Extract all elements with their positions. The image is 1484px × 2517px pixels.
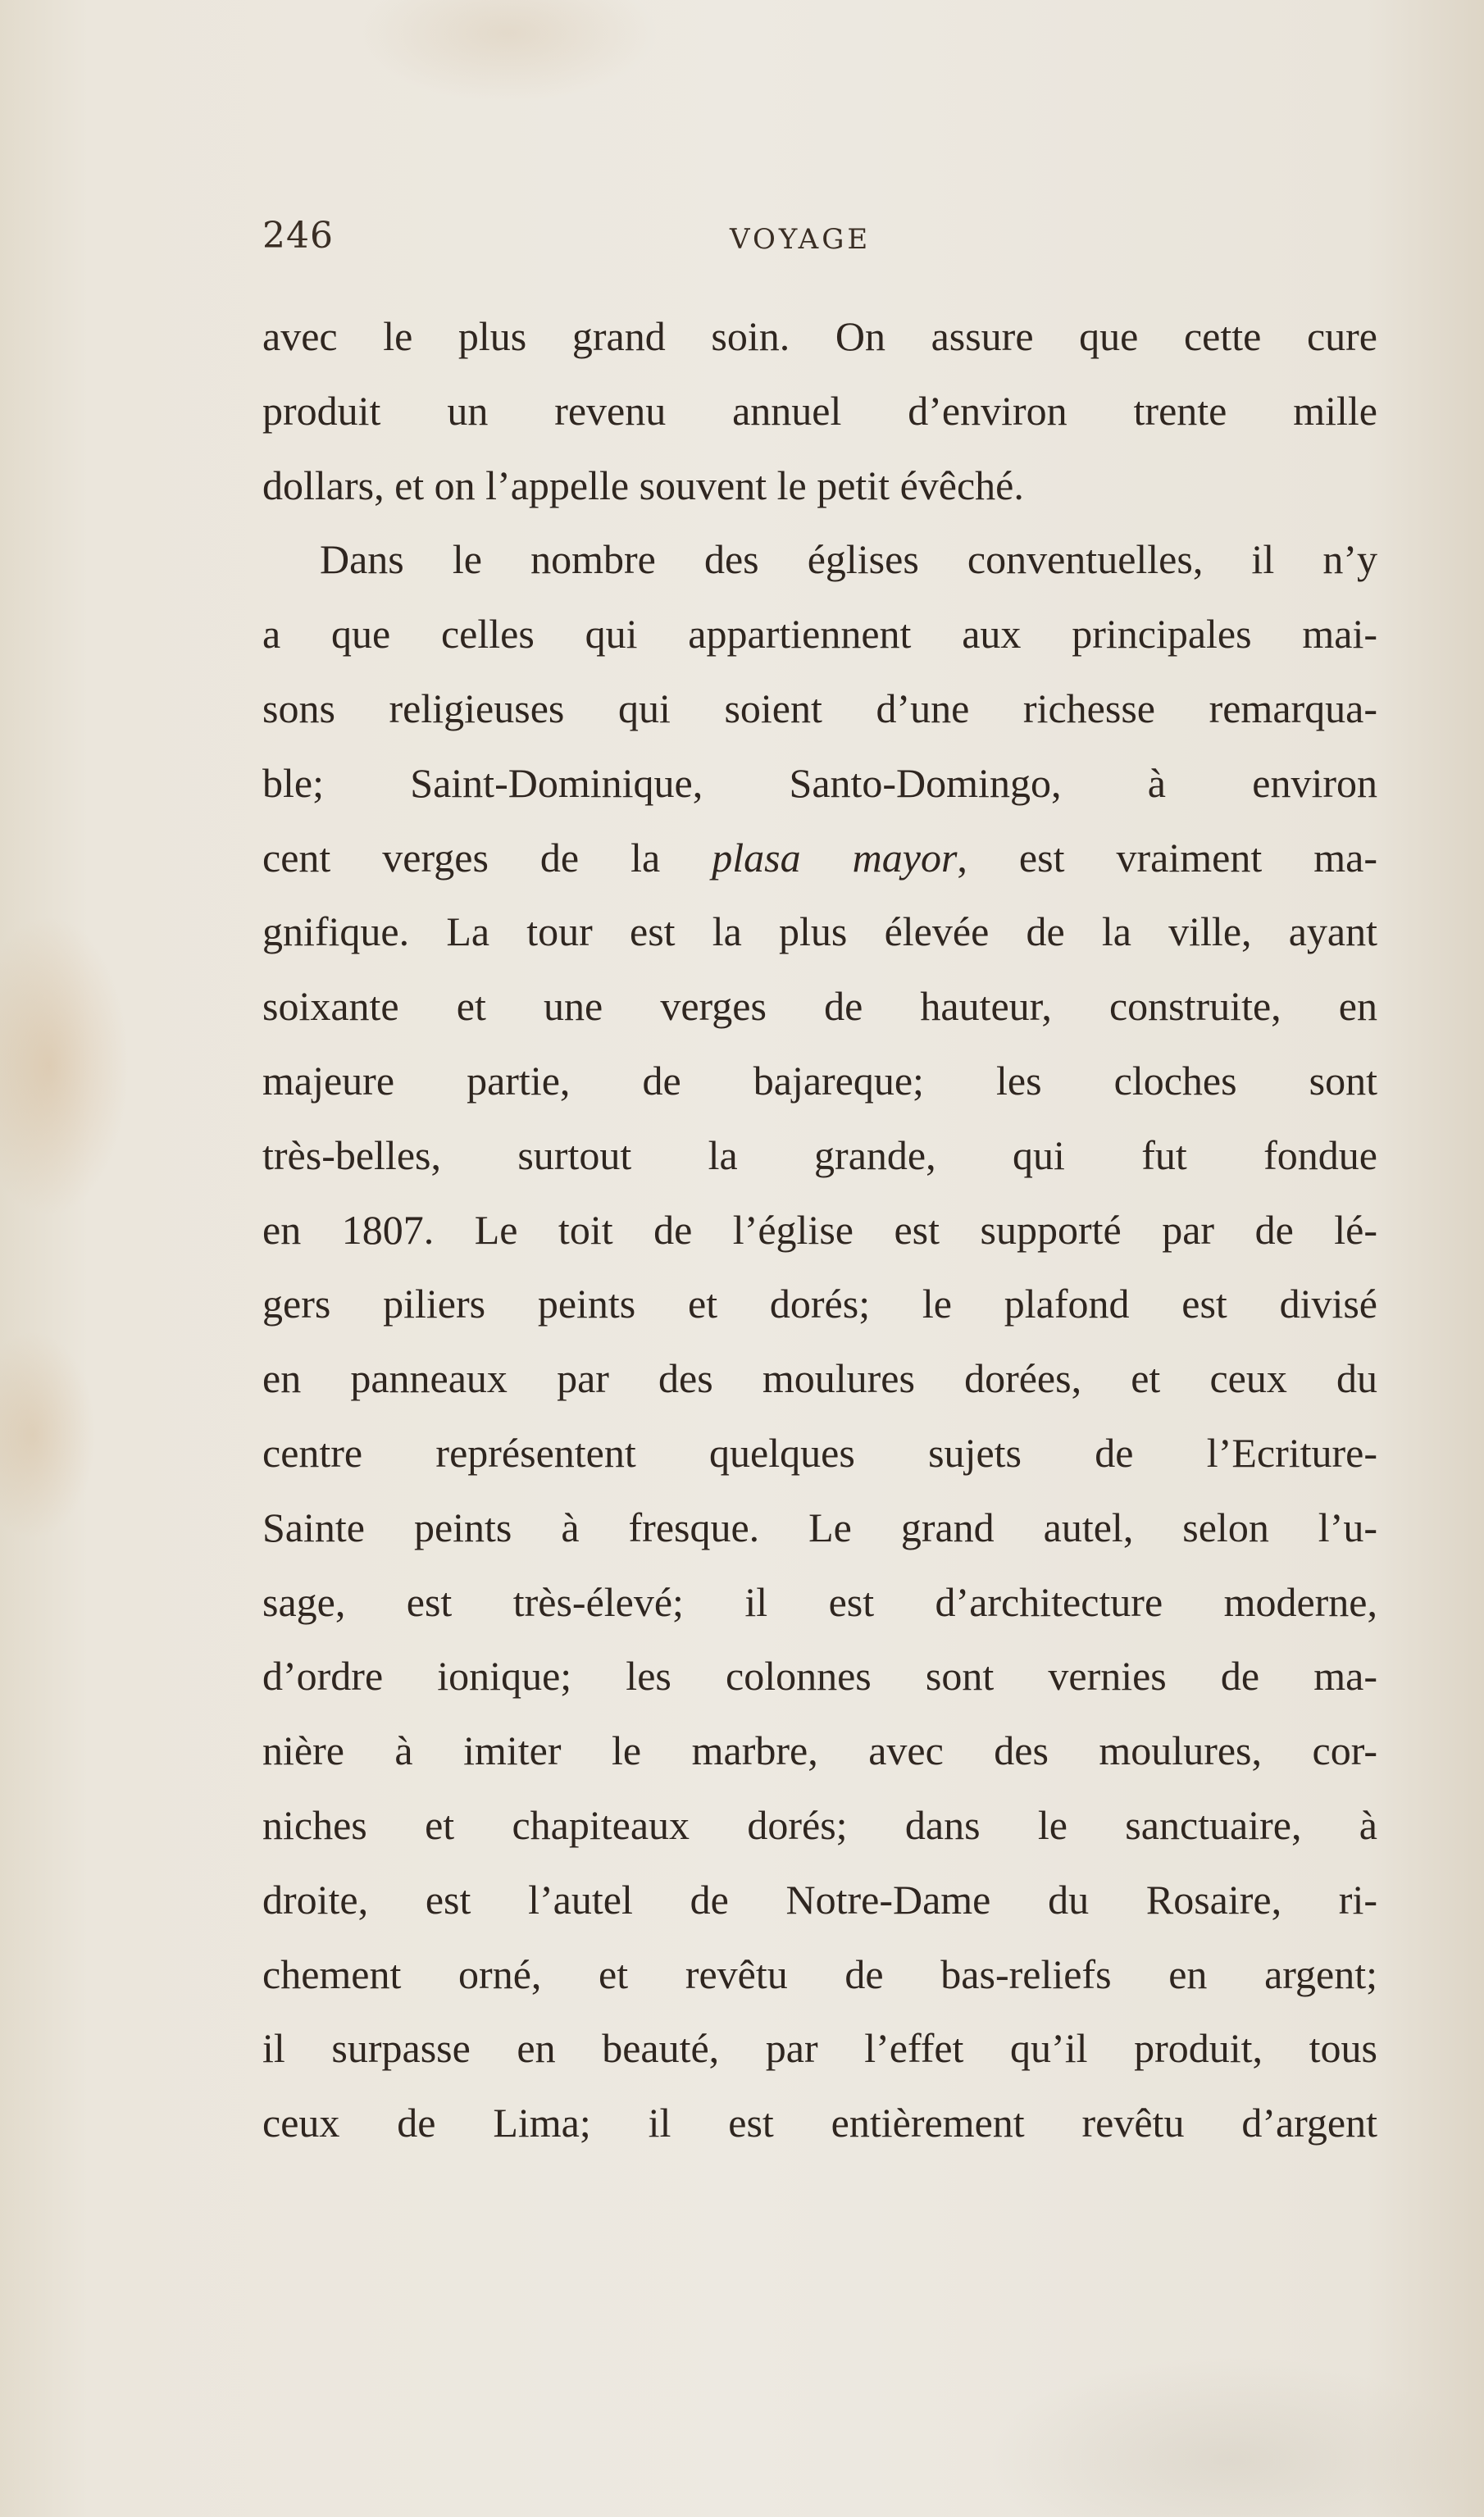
text-line: centre représentent quelques sujets de l’Ecriture- [262, 1429, 1377, 1476]
text-line: avec le plus grand soin. On assure que cette cure [262, 313, 1377, 359]
text-line-with-italic [262, 821, 1377, 895]
text-line: gers piliers peints et dorés; le plafond est divisé [262, 1281, 1377, 1327]
text-line: niches et chapiteaux dorés; dans le sanctuaire, à [262, 1801, 1377, 1848]
text-line: d’ordre ionique; les colonnes sont vernies de ma- [262, 1653, 1377, 1700]
text-line: dollars, et on l’appelle souvent le petit évêché. [262, 462, 1024, 508]
line-text-before: cent verges de la [262, 834, 712, 881]
text-line: en 1807. Le toit de l’église est supporté par de lé- [262, 1206, 1377, 1253]
text-line: sage, est très-élevé; il est d’architecture moderne, [262, 1578, 1377, 1625]
paragraph-start-line: Dans le nombre des églises conventuelles, il n’y [320, 536, 1377, 583]
text-line: nière à imiter le marbre, avec des moulures, cor- [262, 1727, 1377, 1774]
body-text [262, 299, 1377, 2160]
text-line: a que celles qui appartiennent aux principales mai- [262, 611, 1377, 658]
text-line: majeure partie, de bajareque; les cloches sont [262, 1057, 1377, 1104]
text-line: chement orné, et revêtu de bas-reliefs en argent; [262, 1950, 1377, 1997]
text-line: Sainte peints à fresque. Le grand autel, selon l’u- [262, 1504, 1377, 1550]
page-header [262, 215, 1377, 264]
text-line: gnifique. La tour est la plus élevée de la ville, ayant [262, 908, 1377, 955]
text-line: soixante et une verges de hauteur, construite, en [262, 983, 1377, 1030]
text-line: il surpasse en beauté, par l’effet qu’il produit, tous [262, 2025, 1377, 2072]
text-line: ceux de Lima; il est entièrement revêtu d’argent [262, 2100, 1377, 2146]
text-line: ble; Saint-Dominique, Santo-Domingo, à environ [262, 759, 1377, 806]
text-line: très-belles, surtout la grande, qui fut fondue [262, 1131, 1377, 1178]
text-line: droite, est l’autel de Notre-Dame du Rosaire, ri- [262, 1876, 1377, 1923]
running-title: VOYAGE [730, 223, 872, 256]
text-line: produit un revenu annuel d’environ trente mille [262, 387, 1377, 434]
line-text-after: , est vraiment ma- [957, 834, 1377, 881]
text-line: sons religieuses qui soient d’une richesse remarqua- [262, 685, 1377, 731]
italic-place-name: plasa mayor [712, 834, 958, 881]
text-line: en panneaux par des moulures dorées, et ceux du [262, 1355, 1377, 1402]
page-number: 246 [262, 215, 334, 257]
